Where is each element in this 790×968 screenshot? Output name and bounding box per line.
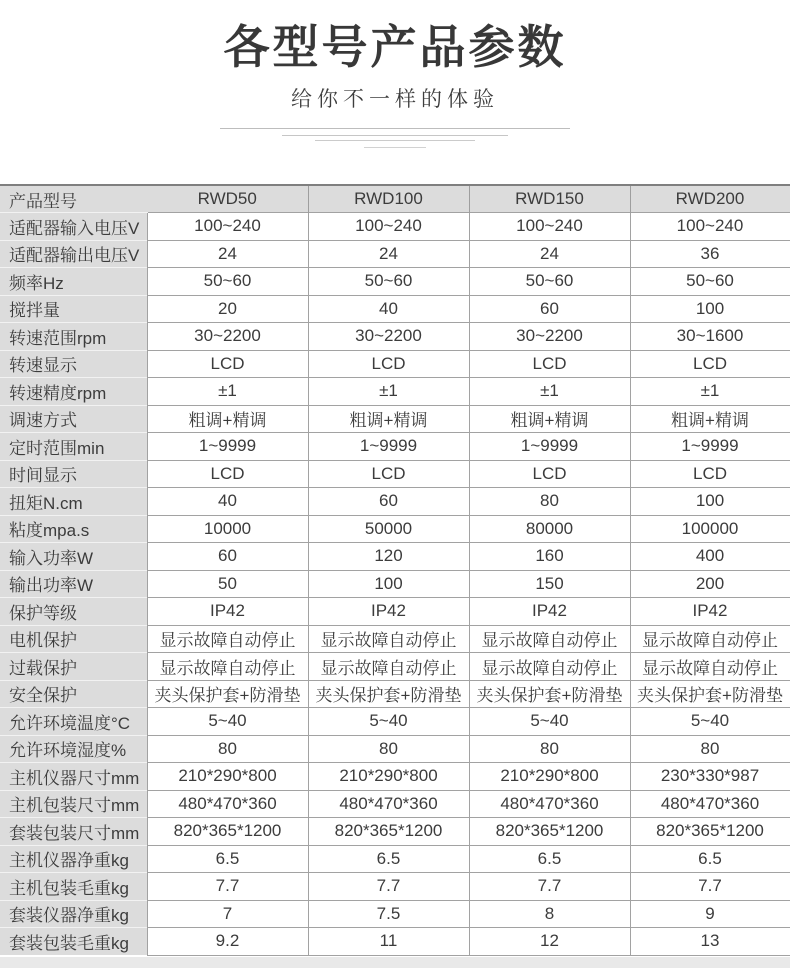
table-row (0, 763, 790, 791)
table-row (0, 735, 790, 763)
page-subtitle: 给你不一样的体验 (291, 88, 499, 111)
value-cell: 60 (469, 295, 630, 323)
value-cell: 40 (147, 488, 308, 516)
value-cell: 7.7 (147, 873, 308, 901)
table-row (0, 323, 790, 351)
row-label: 粘度mpa.s (0, 515, 147, 543)
value-cell: 6.5 (469, 845, 630, 873)
value-cell: 5~40 (630, 708, 790, 736)
divider-line (315, 140, 475, 141)
value-cell: 100~240 (630, 213, 790, 241)
table-row (0, 543, 790, 571)
value-cell: 150 (469, 570, 630, 598)
value-cell: IP42 (630, 598, 790, 626)
row-label: 转速范围rpm (0, 323, 147, 351)
value-cell: 13 (630, 928, 790, 956)
value-cell: LCD (469, 460, 630, 488)
value-cell: 显示故障自动停止 (308, 653, 469, 681)
value-cell: 30~2200 (147, 323, 308, 351)
value-cell: 6.5 (147, 845, 308, 873)
value-cell: 820*365*1200 (630, 818, 790, 846)
row-label: 主机仪器净重kg (0, 845, 147, 873)
value-cell: 80 (469, 735, 630, 763)
value-cell: 120 (308, 543, 469, 571)
value-cell: 160 (469, 543, 630, 571)
value-cell: 6.5 (630, 845, 790, 873)
value-cell: 40 (308, 295, 469, 323)
value-cell: 100 (630, 488, 790, 516)
row-label: 转速精度rpm (0, 378, 147, 406)
row-label: 安全保护 (0, 680, 147, 708)
column-header-model: RWD50 (147, 185, 308, 213)
value-cell: LCD (308, 460, 469, 488)
value-cell: 7 (147, 900, 308, 928)
value-cell: 1~9999 (469, 433, 630, 461)
value-cell: 820*365*1200 (308, 818, 469, 846)
row-label: 套装包装尺寸mm (0, 818, 147, 846)
value-cell: 30~2200 (469, 323, 630, 351)
value-cell: 50~60 (469, 268, 630, 296)
value-cell: 50000 (308, 515, 469, 543)
value-cell: 10000 (147, 515, 308, 543)
value-cell: 20 (147, 295, 308, 323)
value-cell: 24 (469, 240, 630, 268)
value-cell: 9.2 (147, 928, 308, 956)
value-cell: 粗调+精调 (147, 405, 308, 433)
divider-line (282, 135, 508, 136)
value-cell: 100~240 (147, 213, 308, 241)
value-cell: 50~60 (630, 268, 790, 296)
table-row (0, 900, 790, 928)
row-label: 保护等级 (0, 598, 147, 626)
row-label: 过载保护 (0, 653, 147, 681)
column-header-model: RWD100 (308, 185, 469, 213)
column-header-model: RWD200 (630, 185, 790, 213)
value-cell: 30~2200 (308, 323, 469, 351)
row-label: 频率Hz (0, 268, 147, 296)
table-row (0, 213, 790, 241)
row-label: 扭矩N.cm (0, 488, 147, 516)
table-row (0, 570, 790, 598)
value-cell: 50 (147, 570, 308, 598)
value-cell: 8 (469, 900, 630, 928)
row-label: 适配器输出电压V (0, 240, 147, 268)
value-cell: 480*470*360 (469, 790, 630, 818)
value-cell: 820*365*1200 (469, 818, 630, 846)
row-label: 搅拌量 (0, 295, 147, 323)
table-row (0, 405, 790, 433)
value-cell: IP42 (469, 598, 630, 626)
value-cell: 5~40 (147, 708, 308, 736)
value-cell: 60 (308, 488, 469, 516)
row-label: 转速显示 (0, 350, 147, 378)
value-cell: 230*330*987 (630, 763, 790, 791)
value-cell: 210*290*800 (147, 763, 308, 791)
value-cell: IP42 (308, 598, 469, 626)
value-cell: 1~9999 (308, 433, 469, 461)
table-row (0, 708, 790, 736)
value-cell: 36 (630, 240, 790, 268)
value-cell: 粗调+精调 (469, 405, 630, 433)
value-cell: 80 (469, 488, 630, 516)
table-row (0, 295, 790, 323)
value-cell: LCD (630, 460, 790, 488)
table-row (0, 460, 790, 488)
value-cell: 100 (630, 295, 790, 323)
row-label: 套装包装毛重kg (0, 928, 147, 956)
row-label: 允许环境湿度% (0, 735, 147, 763)
row-label: 时间显示 (0, 460, 147, 488)
value-cell: 480*470*360 (147, 790, 308, 818)
value-cell: 粗调+精调 (630, 405, 790, 433)
value-cell: 夹头保护套+防滑垫 (630, 680, 790, 708)
value-cell: 80 (147, 735, 308, 763)
value-cell: 粗调+精调 (308, 405, 469, 433)
table-row (0, 515, 790, 543)
value-cell: LCD (147, 350, 308, 378)
value-cell: IP42 (147, 598, 308, 626)
value-cell: 显示故障自动停止 (147, 653, 308, 681)
value-cell: 480*470*360 (308, 790, 469, 818)
table-row (0, 873, 790, 901)
value-cell: 显示故障自动停止 (469, 625, 630, 653)
value-cell: 200 (630, 570, 790, 598)
column-header-label: 产品型号 (0, 185, 147, 213)
value-cell: 100000 (630, 515, 790, 543)
row-label: 主机仪器尺寸mm (0, 763, 147, 791)
value-cell: 9 (630, 900, 790, 928)
value-cell: 显示故障自动停止 (147, 625, 308, 653)
value-cell: 6.5 (308, 845, 469, 873)
value-cell: 820*365*1200 (147, 818, 308, 846)
divider-line (220, 128, 570, 129)
value-cell: 24 (147, 240, 308, 268)
divider-line (364, 147, 426, 148)
value-cell: 5~40 (469, 708, 630, 736)
value-cell: 12 (469, 928, 630, 956)
value-cell: 80 (308, 735, 469, 763)
row-label: 允许环境温度°C (0, 708, 147, 736)
value-cell: LCD (630, 350, 790, 378)
row-label: 主机包装尺寸mm (0, 790, 147, 818)
value-cell: 7.7 (630, 873, 790, 901)
table-row (0, 350, 790, 378)
row-label: 主机包装毛重kg (0, 873, 147, 901)
value-cell: 7.7 (308, 873, 469, 901)
table-row (0, 653, 790, 681)
table-row (0, 680, 790, 708)
value-cell: 24 (308, 240, 469, 268)
row-label: 电机保护 (0, 625, 147, 653)
table-header-row (0, 185, 790, 213)
page-header (0, 0, 790, 184)
row-label: 适配器输入电压V (0, 213, 147, 241)
value-cell: 50~60 (308, 268, 469, 296)
value-cell: 100~240 (308, 213, 469, 241)
value-cell: 显示故障自动停止 (469, 653, 630, 681)
table-row (0, 845, 790, 873)
value-cell: LCD (147, 460, 308, 488)
value-cell: ±1 (469, 378, 630, 406)
value-cell: 显示故障自动停止 (630, 653, 790, 681)
value-cell: 7.5 (308, 900, 469, 928)
value-cell: ±1 (147, 378, 308, 406)
value-cell: 1~9999 (630, 433, 790, 461)
page-title: 各型号产品参数 (223, 21, 567, 73)
value-cell: 80 (630, 735, 790, 763)
value-cell: 210*290*800 (469, 763, 630, 791)
table-row (0, 488, 790, 516)
value-cell: 显示故障自动停止 (308, 625, 469, 653)
table-row (0, 598, 790, 626)
spec-table-body (0, 213, 790, 956)
table-row (0, 818, 790, 846)
table-row (0, 268, 790, 296)
table-row (0, 928, 790, 956)
row-label: 输出功率W (0, 570, 147, 598)
value-cell: 60 (147, 543, 308, 571)
value-cell: 210*290*800 (308, 763, 469, 791)
value-cell: 80000 (469, 515, 630, 543)
value-cell: LCD (308, 350, 469, 378)
value-cell: 夹头保护套+防滑垫 (469, 680, 630, 708)
column-header-model: RWD150 (469, 185, 630, 213)
table-row (0, 790, 790, 818)
bottom-strip (0, 957, 790, 968)
value-cell: 1~9999 (147, 433, 308, 461)
value-cell: ±1 (630, 378, 790, 406)
spec-table (0, 184, 790, 956)
value-cell: ±1 (308, 378, 469, 406)
value-cell: 7.7 (469, 873, 630, 901)
value-cell: 100~240 (469, 213, 630, 241)
value-cell: 50~60 (147, 268, 308, 296)
value-cell: 100 (308, 570, 469, 598)
value-cell: 30~1600 (630, 323, 790, 351)
table-row (0, 625, 790, 653)
value-cell: 夹头保护套+防滑垫 (308, 680, 469, 708)
value-cell: 5~40 (308, 708, 469, 736)
row-label: 套装仪器净重kg (0, 900, 147, 928)
row-label: 定时范围min (0, 433, 147, 461)
value-cell: LCD (469, 350, 630, 378)
decorative-divider (0, 128, 790, 148)
table-row (0, 240, 790, 268)
table-row (0, 433, 790, 461)
value-cell: 11 (308, 928, 469, 956)
value-cell: 400 (630, 543, 790, 571)
value-cell: 480*470*360 (630, 790, 790, 818)
row-label: 调速方式 (0, 405, 147, 433)
value-cell: 显示故障自动停止 (630, 625, 790, 653)
value-cell: 夹头保护套+防滑垫 (147, 680, 308, 708)
row-label: 输入功率W (0, 543, 147, 571)
table-row (0, 378, 790, 406)
